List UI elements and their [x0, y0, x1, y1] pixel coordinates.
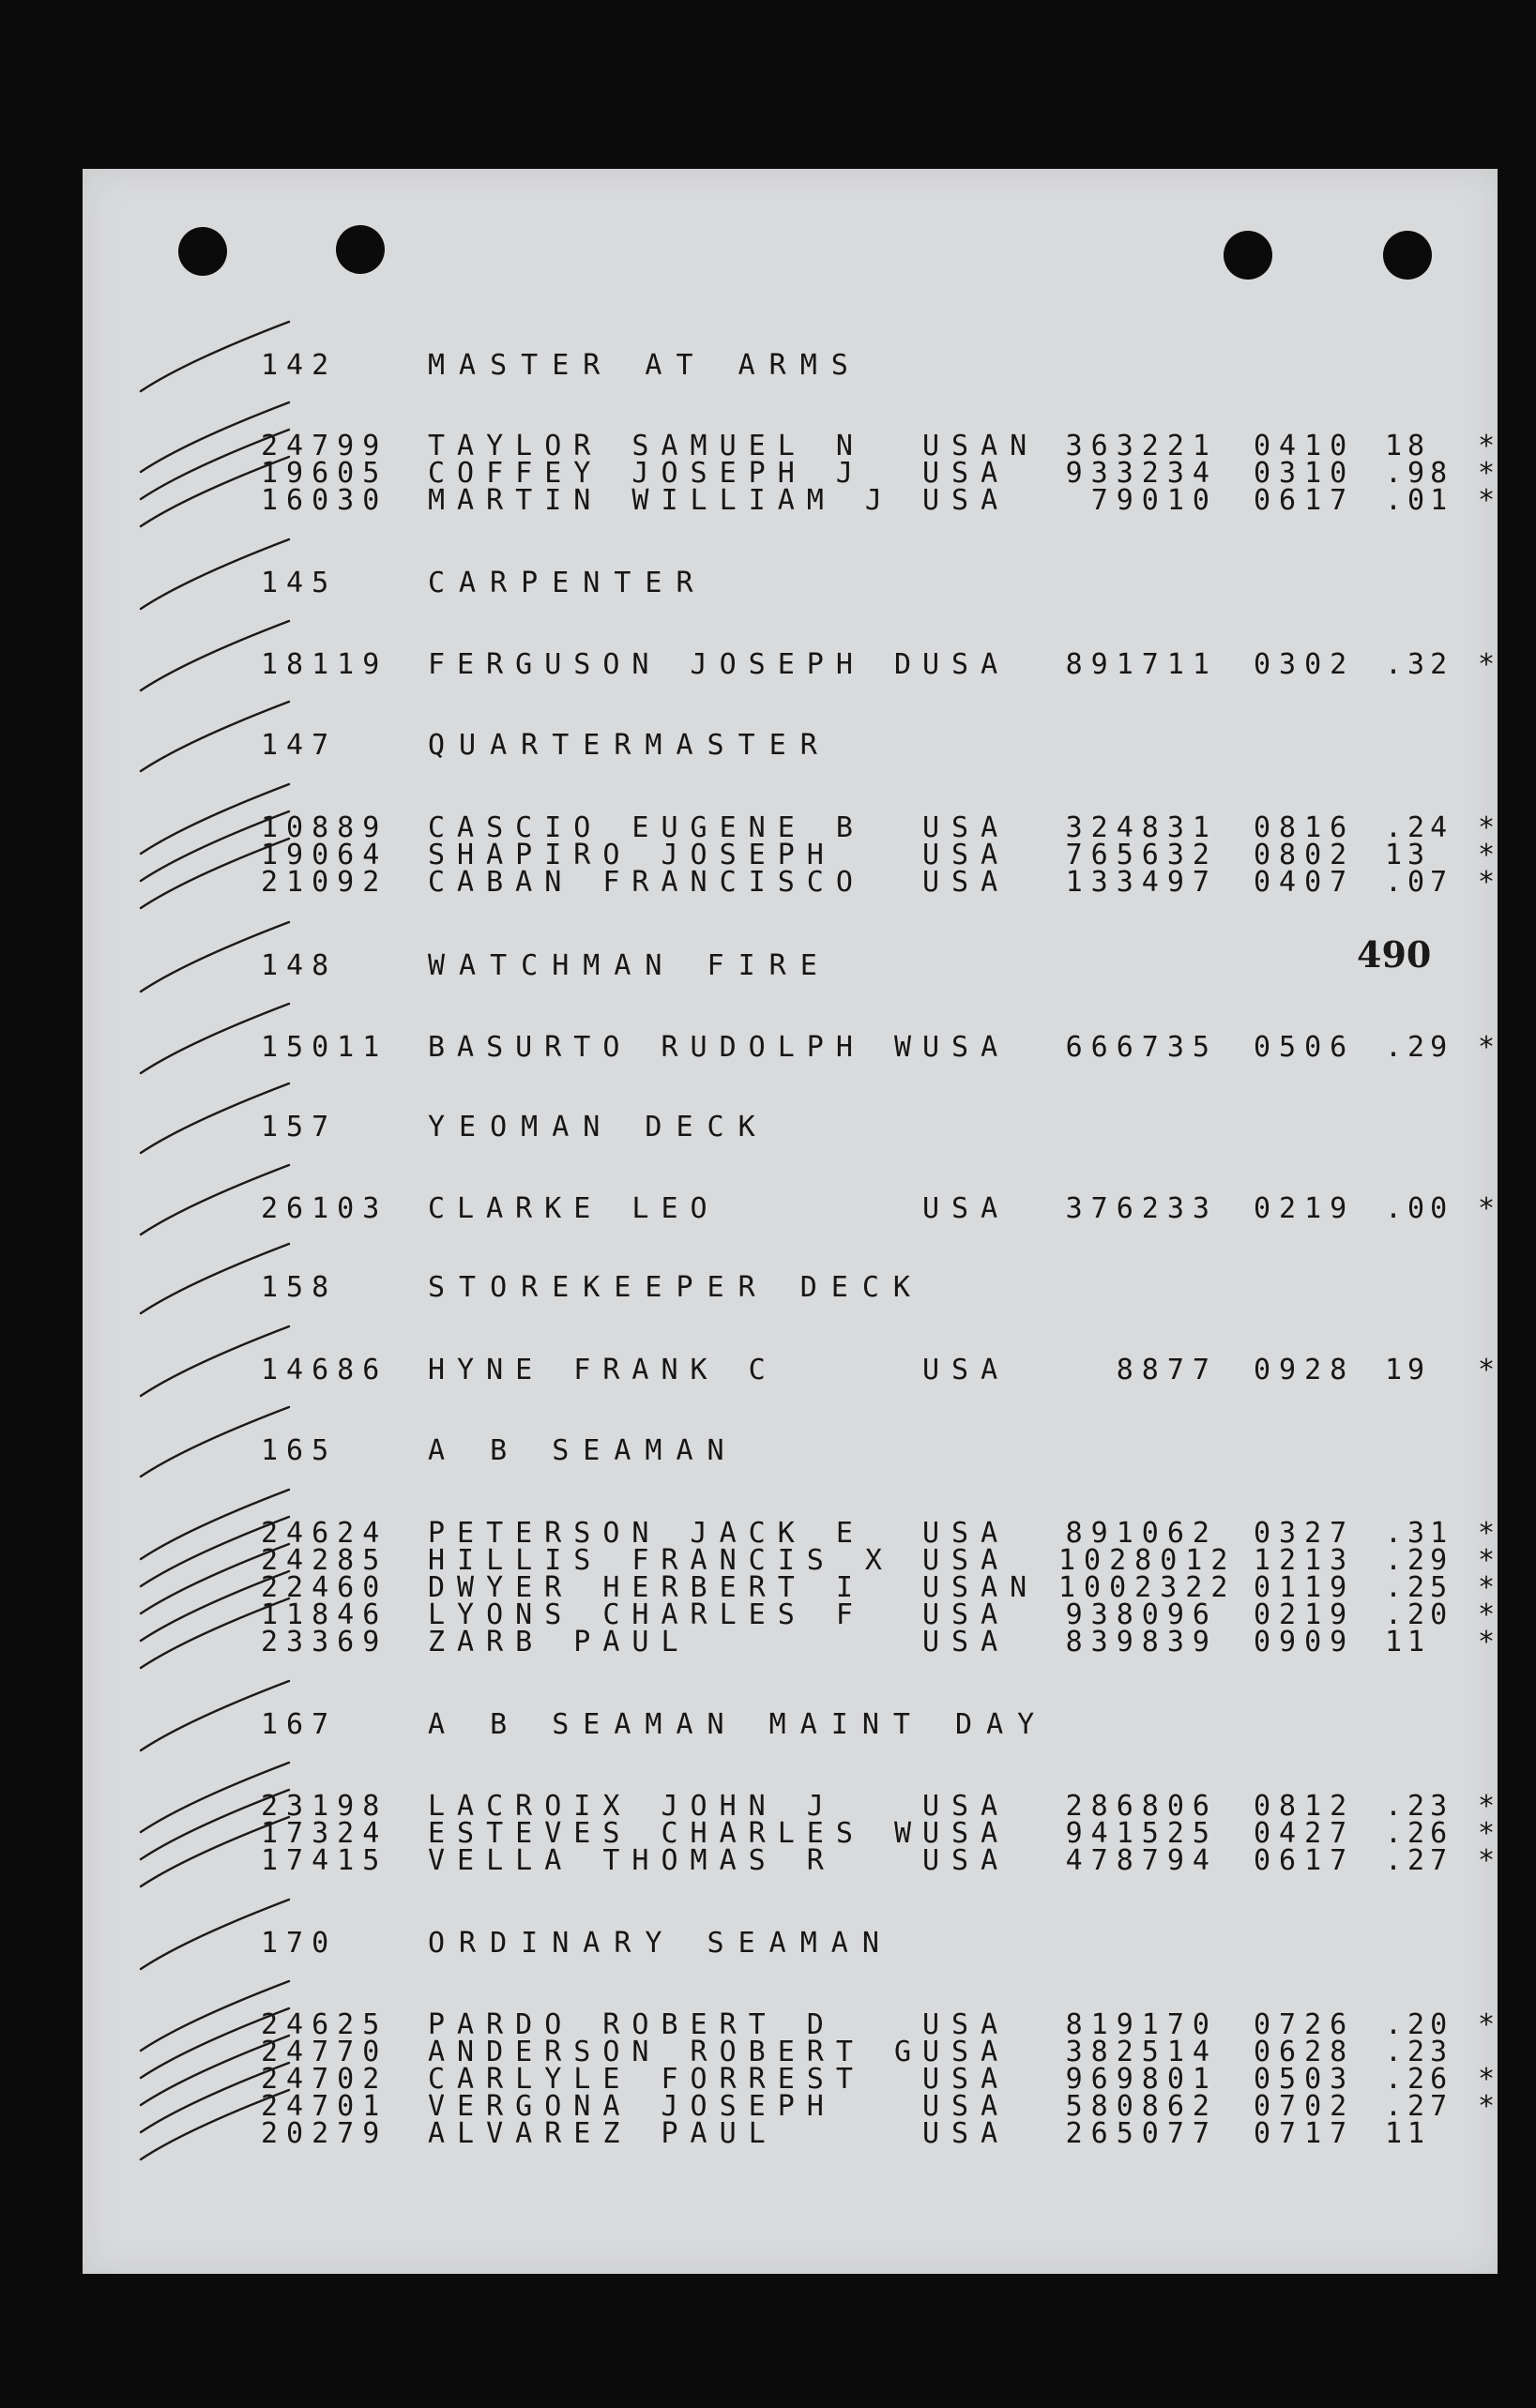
record-code: 0628 — [1254, 2036, 1356, 2068]
section-title: ORDINARY SEAMAN — [428, 1927, 893, 1960]
crew-number: 24702 — [261, 2063, 388, 2096]
crew-name: SHAPIRO JOSEPH — [428, 839, 836, 871]
record-code: 0219 — [1254, 1192, 1356, 1225]
record-code: 0909 — [1254, 1626, 1356, 1658]
citizenship: USA — [922, 1817, 1011, 1850]
citizenship: USA — [922, 2036, 1011, 2068]
crew-row — [83, 2117, 1498, 2150]
citizenship: USAN — [922, 430, 1040, 462]
record-code: 0506 — [1254, 1031, 1356, 1064]
identification-number: 1002322 — [1058, 1571, 1237, 1604]
crew-number: 23198 — [261, 1790, 388, 1823]
crew-name: MARTIN WILLIAM J — [428, 484, 894, 517]
section-header — [83, 1927, 1498, 1960]
citizenship: USA — [922, 866, 1011, 899]
crew-row — [83, 484, 1498, 517]
record-code: 0410 — [1254, 430, 1356, 462]
crew-name: FERGUSON JOSEPH D — [428, 648, 924, 681]
section-header — [83, 1708, 1498, 1741]
asterisk-mark: * — [1478, 2090, 1496, 2123]
punch-hole — [336, 225, 385, 274]
record-code: 0617 — [1254, 484, 1356, 517]
identification-number: 324831 — [1065, 811, 1218, 844]
section-title: WATCHMAN FIRE — [428, 949, 831, 982]
record-code: 0617 — [1254, 1844, 1356, 1877]
crew-number: 24625 — [261, 2008, 388, 2041]
identification-number: 891062 — [1065, 1517, 1218, 1550]
citizenship: USA — [922, 457, 1011, 490]
rate-value: .23 — [1385, 2036, 1453, 2068]
crew-name: HILLIS FRANCIS X — [428, 1544, 894, 1577]
citizenship: USAN — [922, 1571, 1040, 1604]
identification-number: 765632 — [1065, 839, 1218, 871]
asterisk-mark: * — [1478, 1517, 1496, 1550]
section-header — [83, 729, 1498, 762]
asterisk-mark: * — [1478, 484, 1496, 517]
crew-name: ESTEVES CHARLES W — [428, 1817, 924, 1850]
crew-number: 24285 — [261, 1544, 388, 1577]
asterisk-mark: * — [1478, 1598, 1496, 1631]
crew-number: 17415 — [261, 1844, 388, 1877]
section-title: QUARTERMASTER — [428, 729, 831, 762]
rate-value: .20 — [1385, 1598, 1453, 1631]
section-code: 170 — [261, 1927, 338, 1960]
record-code: 0119 — [1254, 1571, 1356, 1604]
record-code: 0928 — [1254, 1354, 1356, 1386]
rate-value: .26 — [1385, 2063, 1453, 2096]
crew-row — [83, 1628, 1498, 1657]
asterisk-mark: * — [1478, 1192, 1496, 1225]
crew-name: LACROIX JOHN J — [428, 1790, 836, 1823]
asterisk-mark: * — [1478, 1571, 1496, 1604]
citizenship: USA — [922, 1544, 1011, 1577]
rate-value: 18 — [1385, 430, 1431, 462]
section-code: 167 — [261, 1708, 338, 1741]
crew-number: 17324 — [261, 1817, 388, 1850]
crew-number: 10889 — [261, 811, 388, 844]
citizenship: USA — [922, 2117, 1011, 2150]
section-title: STOREKEEPER DECK — [428, 1271, 924, 1304]
asterisk-mark: * — [1478, 1544, 1496, 1577]
crew-row — [83, 1844, 1498, 1877]
crew-number: 26103 — [261, 1192, 388, 1225]
citizenship: USA — [922, 1031, 1011, 1064]
crew-name: ALVAREZ PAUL — [428, 2117, 778, 2150]
section-header — [83, 949, 1498, 982]
crew-name: LYONS CHARLES F — [428, 1598, 865, 1631]
record-code: 0407 — [1254, 866, 1356, 899]
citizenship: USA — [922, 1844, 1011, 1877]
rate-value: .29 — [1385, 1031, 1453, 1064]
section-title: CARPENTER — [428, 567, 707, 599]
crew-number: 24624 — [261, 1517, 388, 1550]
section-code: 147 — [261, 729, 338, 762]
record-code: 0310 — [1254, 457, 1356, 490]
crew-name: PETERSON JACK E — [428, 1517, 865, 1550]
record-code: 0717 — [1254, 2117, 1356, 2150]
section-header — [83, 1434, 1498, 1467]
citizenship: USA — [922, 2090, 1011, 2123]
rate-value: .07 — [1385, 866, 1453, 899]
identification-number: 265077 — [1065, 2117, 1218, 2150]
asterisk-mark: * — [1478, 1817, 1496, 1850]
section-header — [83, 349, 1498, 382]
crew-name: DWYER HERBERT I — [428, 1571, 865, 1604]
asterisk-mark: * — [1478, 866, 1496, 899]
citizenship: USA — [922, 811, 1011, 844]
rate-value: .32 — [1385, 648, 1453, 681]
citizenship: USA — [922, 484, 1011, 517]
crew-name: CLARKE LEO — [428, 1192, 720, 1225]
punch-hole — [178, 227, 227, 276]
identification-number: 666735 — [1065, 1031, 1218, 1064]
rate-value: .26 — [1385, 1817, 1453, 1850]
rate-value: 11 — [1385, 1626, 1431, 1658]
record-code: 0327 — [1254, 1517, 1356, 1550]
crew-name: VELLA THOMAS R — [428, 1844, 836, 1877]
identification-number: 363221 — [1065, 430, 1218, 462]
crew-number: 20279 — [261, 2117, 388, 2150]
crew-number: 11846 — [261, 1598, 388, 1631]
section-code: 145 — [261, 567, 338, 599]
crew-number: 19064 — [261, 839, 388, 871]
section-header — [83, 569, 1498, 598]
identification-number: 8877 — [1116, 1354, 1218, 1386]
crew-name: ANDERSON ROBERT G — [428, 2036, 924, 2068]
section-header — [83, 1271, 1498, 1304]
crew-name: CASCIO EUGENE B — [428, 811, 865, 844]
citizenship: USA — [922, 648, 1011, 681]
asterisk-mark: * — [1478, 811, 1496, 844]
crew-row — [83, 1192, 1498, 1225]
citizenship: USA — [922, 1626, 1011, 1658]
identification-number: 941525 — [1065, 1817, 1218, 1850]
asterisk-mark: * — [1478, 1626, 1496, 1658]
asterisk-mark: * — [1478, 430, 1496, 462]
crew-number: 16030 — [261, 484, 388, 517]
crew-number: 18119 — [261, 648, 388, 681]
crew-name: VERGONA JOSEPH — [428, 2090, 836, 2123]
identification-number: 478794 — [1065, 1844, 1218, 1877]
crew-number: 21092 — [261, 866, 388, 899]
page-stamp-number: 490 — [1357, 933, 1432, 976]
rate-value: .25 — [1385, 1571, 1453, 1604]
identification-number: 1028012 — [1058, 1544, 1237, 1577]
record-code: 0702 — [1254, 2090, 1356, 2123]
rate-value: .24 — [1385, 811, 1453, 844]
citizenship: USA — [922, 2008, 1011, 2041]
citizenship: USA — [922, 2063, 1011, 2096]
crew-name: HYNE FRANK C — [428, 1354, 778, 1386]
record-code: 0726 — [1254, 2008, 1356, 2041]
citizenship: USA — [922, 1517, 1011, 1550]
record-code: 0219 — [1254, 1598, 1356, 1631]
citizenship: USA — [922, 839, 1011, 871]
section-title: YEOMAN DECK — [428, 1111, 769, 1143]
crew-name: BASURTO RUDOLPH W — [428, 1031, 924, 1064]
crew-name: CABAN FRANCISCO — [428, 866, 865, 899]
section-code: 148 — [261, 949, 338, 982]
identification-number: 839839 — [1065, 1626, 1218, 1658]
citizenship: USA — [922, 1598, 1011, 1631]
asterisk-mark: * — [1478, 2008, 1496, 2041]
citizenship: USA — [922, 1790, 1011, 1823]
crew-name: COFFEY JOSEPH J — [428, 457, 865, 490]
identification-number: 933234 — [1065, 457, 1218, 490]
identification-number: 286806 — [1065, 1790, 1218, 1823]
crew-number: 23369 — [261, 1626, 388, 1658]
crew-row — [83, 648, 1498, 681]
rate-value: .20 — [1385, 2008, 1453, 2041]
crew-row — [83, 1356, 1498, 1385]
record-code: 1213 — [1254, 1544, 1356, 1577]
rate-value: .23 — [1385, 1790, 1453, 1823]
section-title: A B SEAMAN MAINT DAY — [428, 1708, 1049, 1741]
record-code: 0427 — [1254, 1817, 1356, 1850]
asterisk-mark: * — [1478, 839, 1496, 871]
section-code: 142 — [261, 349, 338, 382]
identification-number: 376233 — [1065, 1192, 1218, 1225]
rate-value: .00 — [1385, 1192, 1453, 1225]
crew-row — [83, 1031, 1498, 1064]
record-code: 0802 — [1254, 839, 1356, 871]
crew-number: 15011 — [261, 1031, 388, 1064]
record-code: 0812 — [1254, 1790, 1356, 1823]
punch-hole — [1383, 231, 1432, 280]
asterisk-mark: * — [1478, 1354, 1496, 1386]
crew-name: TAYLOR SAMUEL N — [428, 430, 865, 462]
rate-value: .27 — [1385, 2090, 1453, 2123]
crew-name: ZARB PAUL — [428, 1626, 691, 1658]
citizenship: USA — [922, 1192, 1011, 1225]
rate-value: .98 — [1385, 457, 1453, 490]
rate-value: .27 — [1385, 1844, 1453, 1877]
citizenship: USA — [922, 1354, 1011, 1386]
section-code: 158 — [261, 1271, 338, 1304]
identification-number: 891711 — [1065, 648, 1218, 681]
crew-number: 24770 — [261, 2036, 388, 2068]
section-title: A B SEAMAN — [428, 1434, 738, 1467]
record-code: 0302 — [1254, 648, 1356, 681]
asterisk-mark: * — [1478, 457, 1496, 490]
crew-name: PARDO ROBERT D — [428, 2008, 836, 2041]
identification-number: 133497 — [1065, 866, 1218, 899]
identification-number: 819170 — [1065, 2008, 1218, 2041]
record-code: 0816 — [1254, 811, 1356, 844]
identification-number: 382514 — [1065, 2036, 1218, 2068]
section-code: 165 — [261, 1434, 338, 1467]
punch-hole — [1224, 231, 1272, 280]
section-title: MASTER AT ARMS — [428, 349, 862, 382]
rate-value: 11 — [1385, 2117, 1431, 2150]
identification-number: 969801 — [1065, 2063, 1218, 2096]
asterisk-mark: * — [1478, 1790, 1496, 1823]
identification-number: 79010 — [1090, 484, 1218, 517]
rate-value: .01 — [1385, 484, 1453, 517]
asterisk-mark: * — [1478, 1031, 1496, 1064]
crew-number: 22460 — [261, 1571, 388, 1604]
identification-number: 580862 — [1065, 2090, 1218, 2123]
rate-value: 13 — [1385, 839, 1431, 871]
rate-value: .29 — [1385, 1544, 1453, 1577]
crew-row — [83, 866, 1498, 899]
asterisk-mark: * — [1478, 1844, 1496, 1877]
crew-number: 19605 — [261, 457, 388, 490]
rate-value: 19 — [1385, 1354, 1431, 1386]
crew-number: 14686 — [261, 1354, 388, 1386]
document-page — [83, 169, 1498, 2274]
section-header — [83, 1113, 1498, 1142]
asterisk-mark: * — [1478, 2063, 1496, 2096]
crew-number: 24701 — [261, 2090, 388, 2123]
crew-number: 24799 — [261, 430, 388, 462]
record-code: 0503 — [1254, 2063, 1356, 2096]
identification-number: 938096 — [1065, 1598, 1218, 1631]
section-code: 157 — [261, 1111, 338, 1143]
crew-name: CARLYLE FORREST — [428, 2063, 865, 2096]
rate-value: .31 — [1385, 1517, 1453, 1550]
asterisk-mark: * — [1478, 648, 1496, 681]
